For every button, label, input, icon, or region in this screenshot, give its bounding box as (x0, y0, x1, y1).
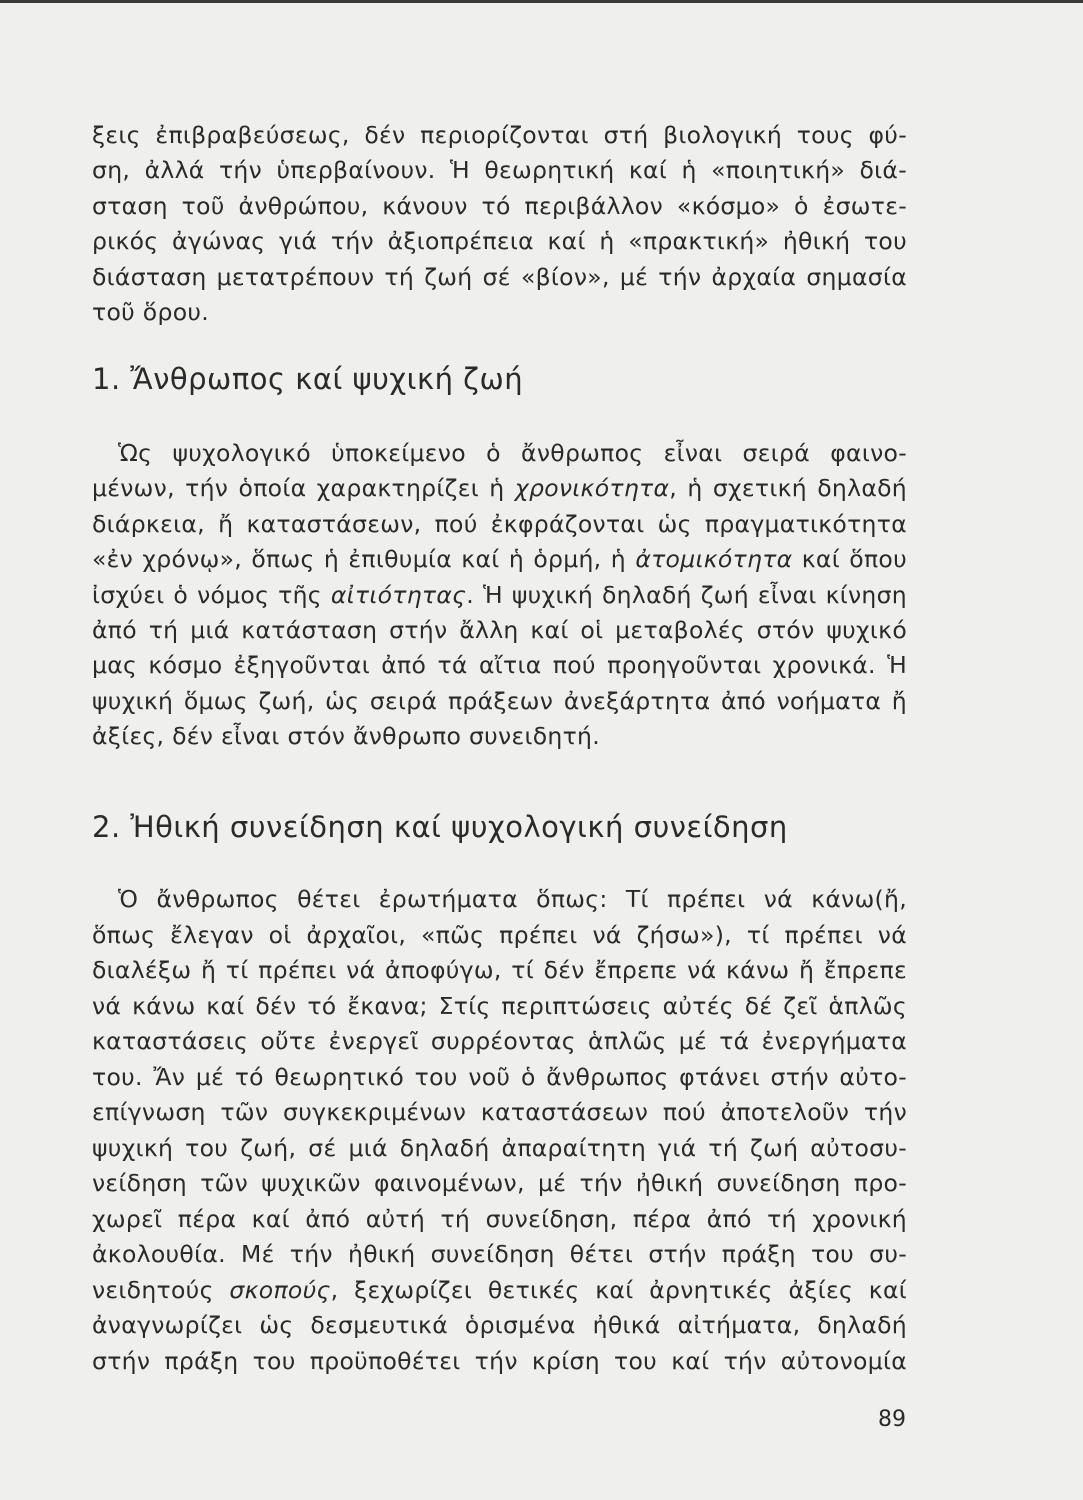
text-segment: , ξεχωρίζει θετικές καί ἀρνητικές ἀξίες καί (330, 1275, 907, 1304)
text-segment: νειδητούς (92, 1275, 230, 1304)
text-line (92, 542, 907, 576)
text-line (92, 648, 907, 682)
text-line (92, 1095, 907, 1129)
text-segment: ὅπως ἔλεγαν οἱ ἀρχαῖοι, «πῶς πρέπει νά ζήσω»), τί πρέπει νά (92, 920, 907, 949)
text-line (92, 1237, 907, 1271)
text-line (92, 1344, 907, 1378)
text-line (92, 471, 907, 505)
text-segment: , ἡ σχετική δηλαδή (669, 474, 907, 503)
text-segment: μας κόσμο ἐξηγοῦνται ἀπό τά αἴτια πού προηγοῦνται χρονικά. Ἡ (92, 651, 907, 680)
text-line (92, 507, 907, 541)
text-line (92, 918, 907, 952)
text-segment: ψυχική του ζωή, σέ μιά δηλαδή ἀπαραίτητη γιά τή ζωή αὐτοσυ- (92, 1133, 907, 1162)
text-line: ση, ἀλλά τήν ὑπερβαίνουν. Ἡ θεωρητική καί ἡ «ποιητική» διά- (92, 156, 907, 185)
text-segment: ἰσχύει ὁ νόμος τῆς (92, 580, 331, 609)
text-line (92, 989, 907, 1023)
text-segment: καταστάσεις οὔτε ἐνεργεῖ συρρέοντας ἁπλῶς μέ τά ἐνεργήματα (92, 1027, 907, 1055)
text-segment: επίγνωση τῶν συγκεκριμένων καταστάσεων πού ἀποτελοῦν τήν (92, 1098, 907, 1126)
italic-term: ἀτομικότητα (635, 545, 793, 574)
section-2-heading: 2. Ἠθική συνείδηση καί ψυχολογική συνείδηση (92, 810, 788, 844)
text-segment: νείδηση τῶν ψυχικῶν φαινομένων, μέ τήν ἠθική συνείδηση προ- (92, 1169, 907, 1197)
text-line (92, 578, 907, 612)
text-line (92, 684, 907, 718)
text-segment: στήν πράξη του προϋποθέτει τήν κρίση του καί τήν αὐτονομία (92, 1346, 907, 1375)
text-line (92, 1166, 907, 1200)
text-segment: ψυχική ὅμως ζωή, ὡς σειρά πράξεων ἀνεξάρτητα ἀπό νοήματα ἤ (92, 686, 907, 715)
text-line (92, 1060, 907, 1094)
text-segment: διαλέξω ἤ τί πρέπει νά ἀποφύγω, τί δέν ἔπρεπε νά κάνω ἤ ἔπρεπε (92, 956, 907, 984)
text-line (92, 1308, 907, 1342)
text-line (92, 1202, 907, 1236)
text-segment: ἀκολουθία. Μέ τήν ἠθική συνείδηση θέτει στήν πράξη του συ- (92, 1240, 907, 1268)
text-line (92, 719, 907, 753)
text-segment: Ὡς ψυχολογικό ὑποκείμενο ὁ ἄνθρωπος εἶναι σειρά φαινο- (118, 439, 907, 467)
text-line (92, 1131, 907, 1165)
text-line (118, 882, 907, 916)
text-line (92, 613, 907, 647)
text-line: τοῦ ὅρου. (92, 298, 210, 326)
text-segment: ἀξίες, δέν εἶναι στόν ἄνθρωπο συνειδητή. (92, 722, 601, 751)
text-line (92, 953, 907, 987)
text-segment: καί ὅπου (792, 545, 907, 574)
text-segment: ἀπό τή μιά κατάσταση στήν ἄλλη καί οἱ μεταβολές στόν ψυχικό (92, 616, 907, 644)
text-segment: ἀναγνωρίζει ὡς δεσμευτικά ὁρισμένα ἠθικά αἰτήματα, δηλαδή (92, 1311, 907, 1339)
text-line (92, 1273, 907, 1307)
text-line: σταση τοῦ ἀνθρώπου, κάνουν τό περιβάλλον «κόσμο» ὁ ἐσωτε- (92, 191, 907, 220)
text-line: ρικός ἀγώνας γιά τήν ἀξιοπρέπεια καί ἡ «πρακτική» ἠθική του (92, 227, 907, 256)
italic-term: σκοπούς (229, 1275, 331, 1304)
page-number: 89 (878, 1407, 906, 1432)
text-line (118, 436, 907, 470)
text-segment: διάρκεια, ἤ καταστάσεων, πού ἐκφράζονται ὡς πραγματικότητα (92, 509, 907, 538)
text-segment: μένων, τήν ὁποία χαρακτηρίζει ἡ (92, 474, 515, 503)
italic-term: χρονικότητα (514, 474, 670, 503)
text-segment: νά κάνω καί δέν τό ἔκανα; Στίς περιπτώσεις αὐτές δέ ζεῖ ἁπλῶς (92, 991, 907, 1020)
text-segment: . Ἡ ψυχική δηλαδή ζωή εἶναι κίνηση (466, 580, 907, 609)
text-line: ξεις ἐπιβραβεύσεως, δέν περιορίζονται στή βιολογική τους φύ- (92, 121, 907, 149)
text-segment: «ἐν χρόνῳ», ὅπως ἡ ἐπιθυμία καί ἡ ὁρμή, ἡ (92, 545, 636, 574)
section-1-heading: 1. Ἄνθρωπος καί ψυχική ζωή (92, 362, 524, 396)
text-line: διάσταση μετατρέπουν τή ζωή σέ «βίον», μέ τήν ἀρχαία σημασία (92, 262, 907, 291)
text-segment: Ὁ ἄνθρωπος θέτει ἐρωτήματα ὅπως: Τί πρέπει νά κάνω(ἤ, (118, 885, 907, 913)
text-line (92, 1024, 907, 1058)
text-segment: του. Ἄν μέ τό θεωρητικό του νοῦ ὁ ἄνθρωπος φτάνει στήν αὐτο- (92, 1062, 907, 1091)
italic-term: αἰτιότητας (330, 580, 467, 609)
text-segment: χωρεῖ πέρα καί ἀπό αὐτή τή συνείδηση, πέρα ἀπό τή χρονική (92, 1204, 907, 1233)
